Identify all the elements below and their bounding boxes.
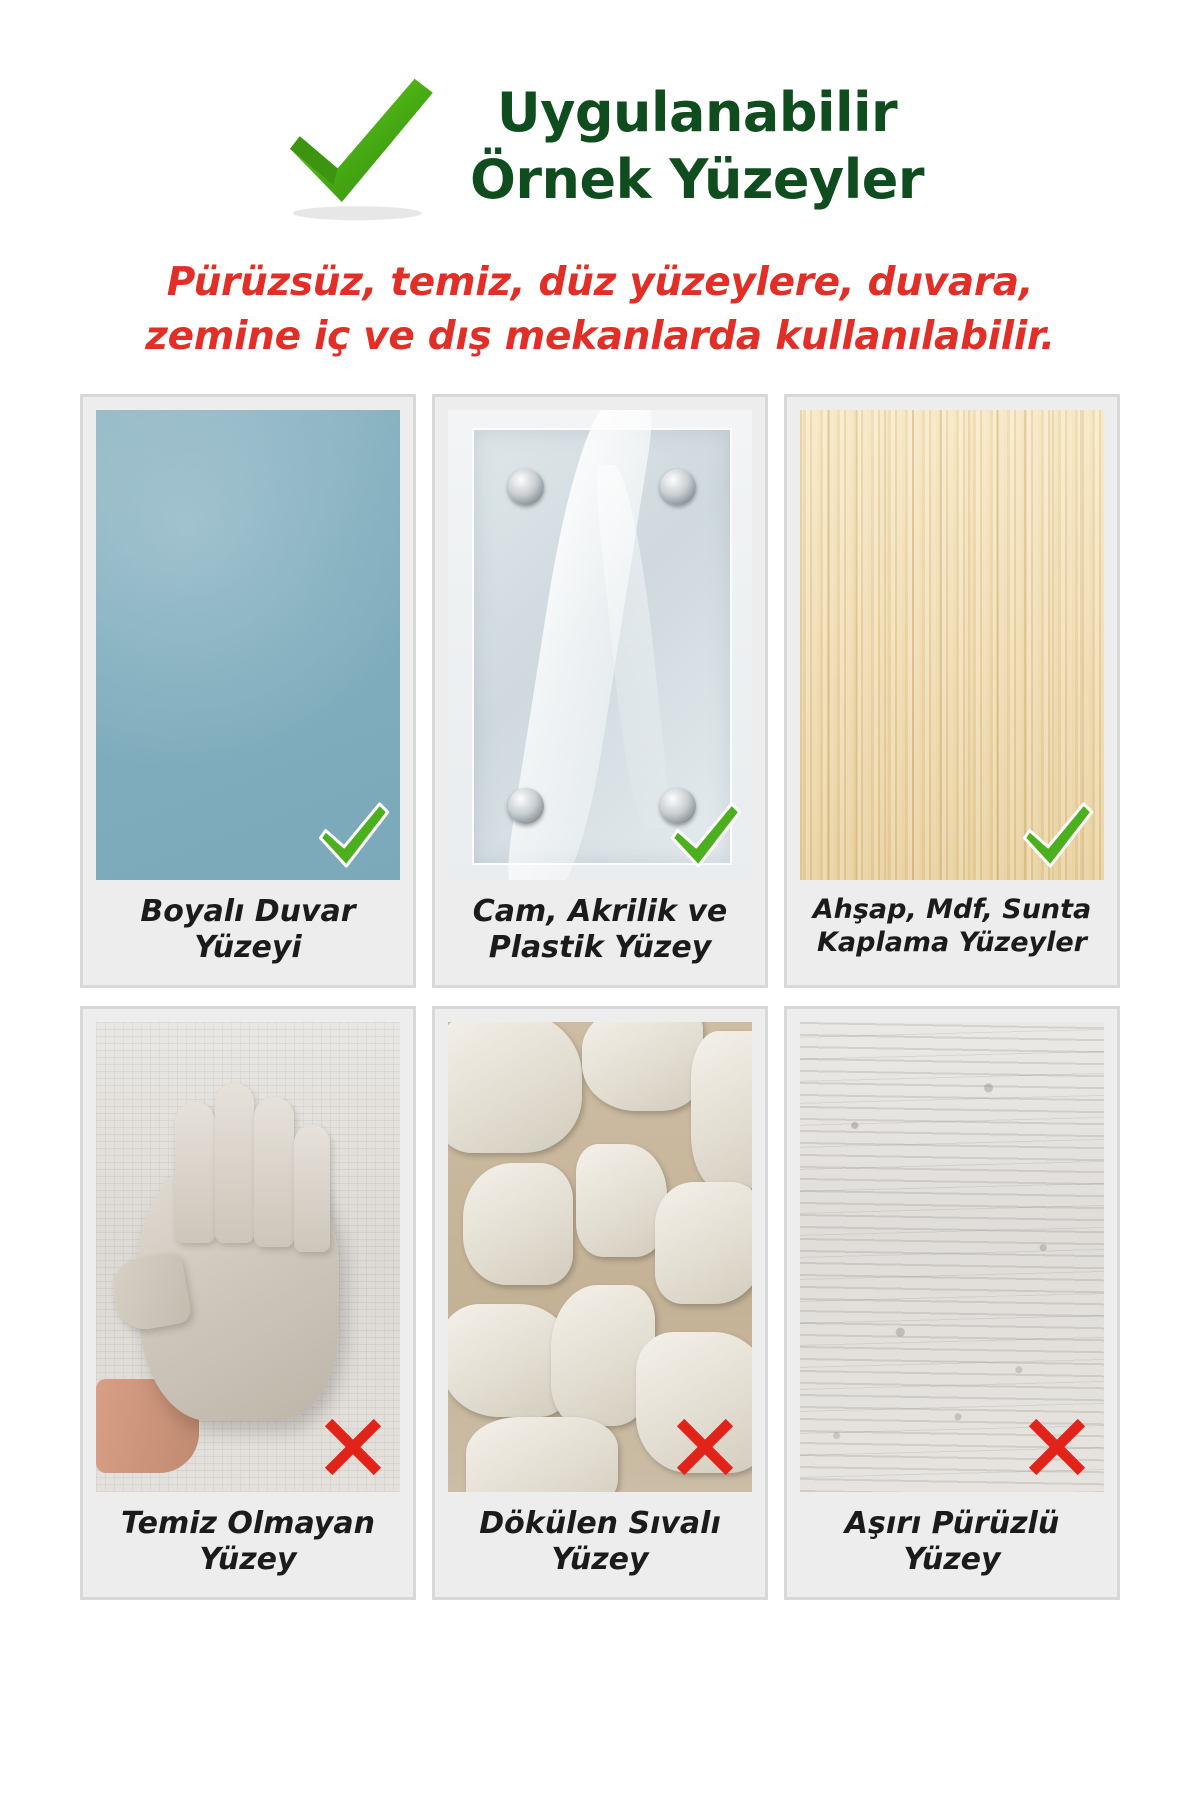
label-line2: Yüzey [551, 1542, 649, 1578]
header [80, 0, 1120, 230]
green-check-icon [1020, 798, 1094, 872]
page-title-line2: Örnek Yüzeyler [470, 148, 924, 211]
surface-card-peeling-plaster [432, 1006, 768, 1600]
label-line2: Kaplama Yüzeyler [816, 926, 1087, 958]
label-line2: Yüzeyi [194, 930, 302, 966]
label-line1: Temiz Olmayan [121, 1505, 375, 1541]
green-check-icon [668, 798, 742, 872]
painted-wall-image [96, 410, 400, 880]
surface-card-glass [432, 394, 768, 988]
surface-card-label [83, 880, 413, 985]
label-line1: Cam, Akrilik ve [472, 893, 728, 929]
surface-card-rough [784, 1006, 1120, 1600]
label-line2: Plastik Yüzey [488, 930, 712, 966]
red-cross-icon [316, 1410, 390, 1484]
subtitle-line2: zemine iç ve dış mekanlarda kullanılabilir. [145, 313, 1055, 359]
label-line1: Boyalı Duvar [140, 893, 356, 929]
wood-surface-image [800, 410, 1104, 880]
subtitle [80, 256, 1120, 364]
surface-card-label [435, 880, 765, 985]
page-title-line1: Uygulanabilir [496, 80, 898, 144]
glass-panel-image [448, 410, 752, 880]
surface-card-unclean [80, 1006, 416, 1600]
subtitle-line1: Pürüzsüz, temiz, düz yüzeylere, duvara, [166, 260, 1034, 305]
surface-card-label [83, 1492, 413, 1597]
rough-concrete-image [800, 1022, 1104, 1492]
surface-card-grid [80, 394, 1120, 1600]
green-check-icon [316, 798, 390, 872]
label-line1: Aşırı Pürüzlü [844, 1505, 1060, 1541]
surface-card-label [435, 1492, 765, 1597]
red-cross-icon [1020, 1410, 1094, 1484]
peeling-plaster-image [448, 1022, 752, 1492]
surface-card-label [787, 880, 1117, 978]
red-cross-icon [668, 1410, 742, 1484]
dusty-hand-image [96, 1022, 400, 1492]
label-line2: Yüzey [199, 1542, 297, 1578]
surface-card-label [787, 1492, 1117, 1597]
surface-card-wood [784, 394, 1120, 988]
page-title [470, 79, 924, 214]
surface-card-painted-wall [80, 394, 416, 988]
label-line1: Dökülen Sıvalı [479, 1505, 721, 1541]
label-line2: Yüzey [903, 1542, 1001, 1578]
green-check-icon [276, 62, 444, 230]
label-line1: Ahşap, Mdf, Sunta [812, 893, 1092, 925]
